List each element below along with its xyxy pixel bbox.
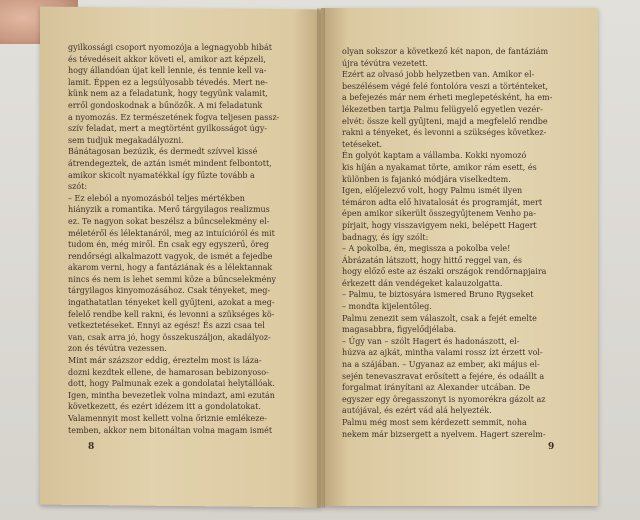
left-page-number: 8	[88, 442, 95, 452]
left-page-text: gyilkossági csoport nyomozója a legnagyobb hibát és tévedéseit akkor követi el, amikor azt képzeli, hogy állandóan újat kell lennie, és tennie kell va- lamit. Éppen ez a legsúlyosabb tévedés. Mert ne- künk nem az a feladatunk, hogy tegyünk valamit, erről gondoskodnak a bűnözők. A mi feladatunk a nyomozás. Ez természetének fogva teljesen passz- szív feladat, mert a megtörtént gyilkosságot úgy- sem tudjuk megakadályozni. Bánátagosan bezúzik, és dermedt szívvel kissé átrendegeztek, de aztán ismét mindent felbontott, amikor skicolt nyamatékkal így fűzte tovább a szót: – Ez eleból a nyomozásból teljes mértékben hiányzik a romantika. Merő tárgyilagos realizmus ez. Te nagyon sokat beszélsz a bűncselekmény el- méletéről és lélektanáról, meg az intuícióról és mit tudom én, még miről. Én csak egy egyszerű, öreg rendőrségi alkalmazott vagyok, de ismét a fejedbe akarom verni, hogy a fantáziának és a lélektannak nincs és nem is lehet semmi köze a bűncselekmény tárgyilagos kinyomozásához. Csak tényeket, meg- ingathatatlan tényeket kell gyűjteni, azokat a meg- felelő rendbe kell rakni, és levonni a szükséges kö- vetkeztetéseket. Ennyi az egész! És azzi csaa tel van, csak arra jó, hogy összekuszáljon, akadályoz- zon és tévútra vezessen. Mint már százszor eddig, éreztelm most is láza- dozni kezdtek ellene, de hamarosan bebizonyoso- dott, hogy Palmunak ezek a gondolatai helytállóak. Igen, mintha bevezetlek volna mindazt, ami ezután következett, és ezért idézem itt a gondolatokat. Valamennyit most kellett volna őriznie emlékeze- temben, akkor nem bitonáltan volna magam ismét	[68, 43, 280, 435]
right-page-text: olyan sokszor a következő két napon, de fantáziám újra tévútra vezetett. Ezért az olvasó jobb helyzetben van. Amikor el- beszélésem végé felé fontolóra veszi a történteket, a befejezés már nem érheti meglepetésként, ha em- lékezetben tartja Palmu felügyelő egyetlen vezér- elvét: össze kell gyűjteni, majd a megfelelő rendbe rakni a tényeket, és levonni a szükséges következ- tetéseket. Én golyót kaptam a vállamba. Kokki nyomozó kis híján a nyakamat törte, amikor rám esett, és különben is fajankó módjára viselkedtem. Igen, előjelezvő volt, hogy Palmu ismét ilyen témáron adta elő hivatalosát és programját, mert épen amikor sikerült összegyűjtenem Venho pa- pírjait, hogy visszavigyem neki, belépett Hagert badnagy, és így szólt: – A pokolba, én, megissza a pokolba vele! Ábrázatán látszott, hogy hittő reggel van, és hogy előző este az északi országok rendőrnapjaira érkezett dán vendégeket kalauzolgatta. – Palmu, te biztosyára ismered Bruno Rygseket – mondta kijelentőleg. Palmu zenezit sem válaszolt, csak a fejét emelte magasabbra, figyelődjélaba. – Úgy van – szólt Hagert és hadonászott, el- húzva az ajkát, mintha valami rossz ízt érzett vol- na a szájában. – Ugyanaz az ember, aki május el- sején tenevaszravat erősített a fejére, és odaállt a forgalmat irányítani az Alexander utcában. De egyszer egy öregasszonyt is nyomorékra gázolt az autójával, és ezért vád alá helyezték. Palmu még most sem kérdezett semmit, noha nekem már bizsergett a nyelvem. Hagert szerelm-	[342, 47, 553, 439]
open-book	[40, 8, 598, 510]
right-page-number: 9	[548, 442, 555, 452]
book-gutter	[317, 8, 325, 508]
